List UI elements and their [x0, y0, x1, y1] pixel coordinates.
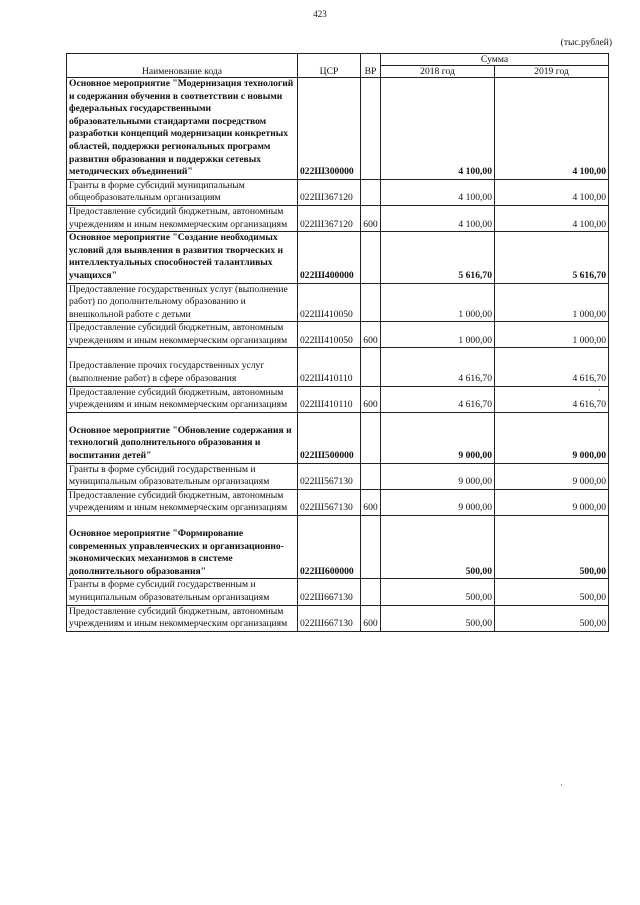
row-name: Гранты в форме субсидий государственным и муниципальным образовательным организациям: [67, 463, 298, 489]
row-2019: 500,00: [495, 516, 609, 579]
header-vr: ВР: [361, 54, 381, 78]
row-2019: 4 100,00: [495, 179, 609, 205]
header-sum: Сумма: [381, 54, 609, 66]
table-row: [67, 205, 609, 231]
row-vr: 600: [361, 605, 381, 631]
row-vr: 600: [361, 386, 381, 412]
row-2018: 4 616,70: [381, 348, 495, 386]
scan-mark-2: ·: [598, 385, 601, 395]
row-name: Предоставление субсидий бюджетным, автономным учреждениям и иным некоммерческим организациям: [67, 322, 298, 348]
row-2018: 5 616,70: [381, 232, 495, 283]
budget-table: [66, 53, 609, 632]
row-csr: 022Ш567130: [298, 463, 361, 489]
row-name: Предоставление государственных услуг (выполнение работ) по дополнительному образованию и внешкольной работе с детьми: [67, 283, 298, 322]
header-year-2018: 2018 год: [381, 66, 495, 78]
row-2019: 5 616,70: [495, 232, 609, 283]
row-vr: 600: [361, 489, 381, 515]
row-csr: 022Ш410110: [298, 348, 361, 386]
row-vr: 600: [361, 205, 381, 231]
row-vr: [361, 516, 381, 579]
row-csr: 022Ш300000: [298, 78, 361, 180]
row-csr: 022Ш367120: [298, 179, 361, 205]
header-csr: ЦСР: [298, 54, 361, 78]
row-name: Предоставление субсидий бюджетным, автономным учреждениям и иным некоммерческим организациям: [67, 605, 298, 631]
row-vr: [361, 412, 381, 463]
row-csr: 022Ш567130: [298, 489, 361, 515]
row-csr: 022Ш367120: [298, 205, 361, 231]
row-2018: 9 000,00: [381, 489, 495, 515]
row-2018: 1 000,00: [381, 322, 495, 348]
table-row: [67, 232, 609, 283]
row-name: Основное мероприятие "Создание необходимых условий для выявления в развития творческих и интеллектуальных способностей талантливых учащихся": [67, 232, 298, 283]
row-vr: [361, 232, 381, 283]
row-vr: [361, 179, 381, 205]
row-2018: 4 616,70: [381, 386, 495, 412]
table-row: [67, 489, 609, 515]
row-name: Предоставление субсидий бюджетным, автономным учреждениям и иным некоммерческим организациям: [67, 205, 298, 231]
table-row: [67, 348, 609, 386]
row-2019: 4 616,70: [495, 386, 609, 412]
row-csr: 022Ш667130: [298, 579, 361, 605]
table-row: [67, 412, 609, 463]
row-2019: 4 100,00: [495, 205, 609, 231]
row-name: Основное мероприятие "Формирование современных управленческих и организационно-экономических механизмов в системе дополнительного образования": [67, 516, 298, 579]
row-vr: 600: [361, 322, 381, 348]
row-csr: 022Ш400000: [298, 232, 361, 283]
row-name: Гранты в форме субсидий муниципальным общеобразовательным организациям: [67, 179, 298, 205]
row-2018: 500,00: [381, 516, 495, 579]
row-2018: 4 100,00: [381, 205, 495, 231]
row-vr: [361, 78, 381, 180]
row-csr: 022Ш410110: [298, 386, 361, 412]
row-2018: 4 100,00: [381, 179, 495, 205]
table-row: [67, 516, 609, 579]
header-year-2019: 2019 год: [495, 66, 609, 78]
table-row: [67, 78, 609, 180]
row-2019: 1 000,00: [495, 283, 609, 322]
row-2019: 500,00: [495, 605, 609, 631]
row-vr: [361, 579, 381, 605]
row-2019: 9 000,00: [495, 489, 609, 515]
row-2019: 9 000,00: [495, 412, 609, 463]
row-csr: 022Ш500000: [298, 412, 361, 463]
row-csr: 022Ш410050: [298, 322, 361, 348]
row-2019: 4 100,00: [495, 78, 609, 180]
row-name: Гранты в форме субсидий государственным и муниципальным образовательным организациям: [67, 579, 298, 605]
row-vr: [361, 463, 381, 489]
row-2019: 9 000,00: [495, 463, 609, 489]
row-2018: 500,00: [381, 579, 495, 605]
table-body: [67, 78, 609, 632]
row-name: Предоставление субсидий бюджетным, автономным учреждениям и иным некоммерческим организациям: [67, 386, 298, 412]
row-name: Предоставление прочих государственных услуг (выполнение работ) в сфере образования: [67, 348, 298, 386]
table-row: [67, 283, 609, 322]
row-2018: 1 000,00: [381, 283, 495, 322]
table-row: [67, 179, 609, 205]
row-csr: 022Ш410050: [298, 283, 361, 322]
units-label: (тыс.рублей): [560, 38, 612, 48]
row-2018: 9 000,00: [381, 463, 495, 489]
row-vr: [361, 348, 381, 386]
row-name: Основное мероприятие "Обновление содержания и технологий дополнительного образования и воспитания детей": [67, 412, 298, 463]
row-2019: 4 616,70: [495, 348, 609, 386]
row-csr: 022Ш600000: [298, 516, 361, 579]
row-2019: 500,00: [495, 579, 609, 605]
row-2018: 9 000,00: [381, 412, 495, 463]
table-row: [67, 322, 609, 348]
table-row: [67, 605, 609, 631]
row-vr: [361, 283, 381, 322]
table-row: [67, 386, 609, 412]
row-name: Основное мероприятие "Модернизация технологий и содержания обучения в соответствии с новыми федеральных государственными образовательными стандартами посредством разработки концепций модернизации конкретных областей, поддержки региональных программ развития образования и поддержки сетевых методических объединений": [67, 78, 298, 180]
header-name: Наименование кода: [67, 54, 298, 78]
page-number: 423: [313, 9, 327, 19]
row-name: Предоставление субсидий бюджетным, автономным учреждениям и иным некоммерческим организациям: [67, 489, 298, 515]
table-row: [67, 579, 609, 605]
row-2018: 4 100,00: [381, 78, 495, 180]
table-row: [67, 463, 609, 489]
row-csr: 022Ш667130: [298, 605, 361, 631]
scan-mark: ·: [560, 780, 563, 790]
row-2018: 500,00: [381, 605, 495, 631]
row-2019: 1 000,00: [495, 322, 609, 348]
header-row-top: [67, 54, 609, 66]
